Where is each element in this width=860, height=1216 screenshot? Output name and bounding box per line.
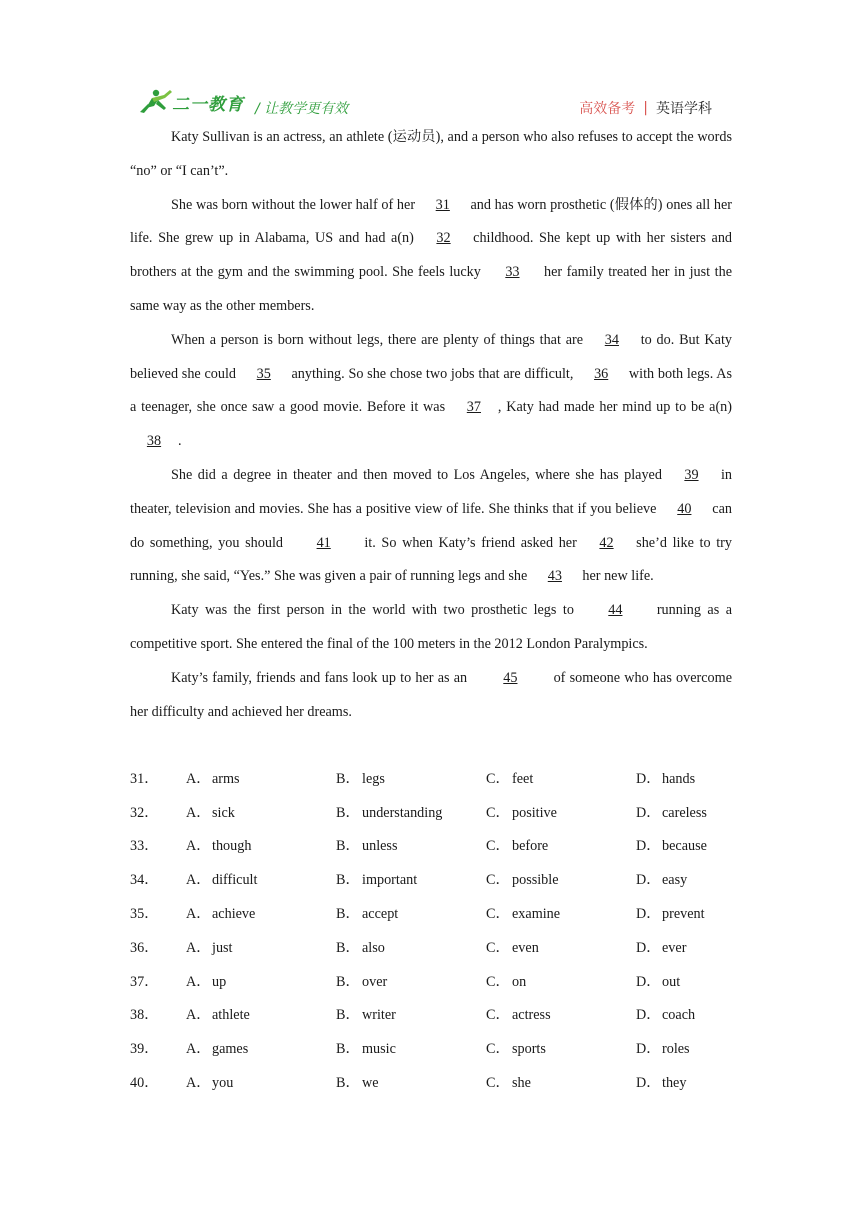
question-row [130, 862, 786, 896]
option-letter: A． [186, 973, 211, 990]
passage-paragraph-1: Katy Sullivan is an actress, an athlete (运动员), and a person who also refuses to accept the words “no” or “I can’t”. [130, 129, 732, 179]
option-d [636, 802, 786, 822]
option-text: unless [362, 838, 398, 855]
option-a [186, 1038, 336, 1058]
option-text: easy [662, 872, 688, 889]
option-d [636, 1072, 786, 1092]
passage-text: her new life. [578, 568, 654, 585]
option-text: understanding [362, 804, 443, 821]
blank-45: 45 [503, 669, 518, 686]
option-text: difficult [212, 872, 258, 889]
option-text: out [662, 973, 681, 990]
passage-text: Katy was the first person in the world with two prosthetic legs to [171, 602, 581, 619]
question-number: 36． [130, 939, 159, 956]
option-letter: A． [186, 804, 211, 821]
option-a [186, 835, 336, 855]
option-b [336, 937, 486, 957]
option-text: careless [662, 804, 707, 821]
option-letter: C． [486, 1075, 510, 1092]
option-letter: C． [486, 804, 510, 821]
option-a [186, 869, 336, 889]
passage-paragraph-2 [130, 189, 732, 324]
option-c [486, 835, 636, 855]
passage-text: can do something, you should [130, 500, 732, 551]
passage-text: running as a competitive sport. She entered the final of the 100 meters in the 2012 London Paralympics. [130, 602, 732, 652]
option-c [486, 1072, 636, 1092]
passage-paragraph-5 [130, 594, 732, 662]
option-d [636, 835, 786, 855]
passage-text: in theater, television and movies. She has a positive view of life. She thinks that if you believe [130, 466, 732, 517]
blank-37: 37 [466, 399, 481, 416]
option-d [636, 971, 786, 991]
option-letter: B． [336, 939, 360, 956]
option-letter: B． [336, 838, 360, 855]
option-text: roles [662, 1041, 690, 1058]
option-letter: D． [636, 838, 661, 855]
option-text: accept [362, 906, 399, 923]
passage-text: Katy’s family, friends and fans look up to her as an [171, 669, 472, 686]
question-number: 38． [130, 1007, 159, 1024]
option-letter: B． [336, 906, 360, 923]
question-number: 31． [130, 770, 159, 787]
option-text: possible [512, 872, 559, 889]
option-letter: D． [636, 770, 661, 787]
option-letter: A． [186, 906, 211, 923]
option-letter: C． [486, 838, 510, 855]
option-text: legs [362, 770, 385, 787]
option-letter: D． [636, 906, 661, 923]
question-row [130, 829, 786, 863]
option-a [186, 802, 336, 822]
option-b [336, 1072, 486, 1092]
option-a [186, 768, 336, 788]
question-row [130, 1065, 786, 1099]
question-number: 33． [130, 838, 159, 855]
question-number: 35． [130, 906, 159, 923]
passage-text: with both legs. As a teenager, she once saw a good movie. Before it was [130, 365, 732, 416]
option-text: before [512, 838, 549, 855]
passage-text: anything. So she chose two jobs that are difficult, [287, 365, 578, 382]
option-d [636, 768, 786, 788]
option-c [486, 937, 636, 957]
option-letter: D． [636, 939, 661, 956]
passage-text: When a person is born without legs, there are plenty of things that are [171, 331, 588, 348]
blank-33: 33 [505, 264, 520, 281]
question-row [130, 761, 786, 795]
option-c [486, 802, 636, 822]
passage-paragraph-3 [130, 324, 732, 459]
option-text: achieve [212, 906, 256, 923]
option-text: we [362, 1075, 379, 1092]
blank-32: 32 [436, 230, 451, 247]
option-text: important [362, 872, 418, 889]
blank-42: 42 [599, 534, 614, 551]
option-letter: C． [486, 973, 510, 990]
option-letter: A． [186, 1075, 211, 1092]
option-b [336, 835, 486, 855]
question-number: 32． [130, 804, 159, 821]
option-b [336, 971, 486, 991]
header-subject-label: 英语学科 [656, 101, 712, 117]
option-letter: C． [486, 906, 510, 923]
option-text: over [362, 973, 388, 990]
option-a [186, 903, 336, 923]
option-c [486, 1038, 636, 1058]
option-c [486, 971, 636, 991]
option-text: athlete [212, 1007, 250, 1024]
option-letter: D． [636, 1041, 661, 1058]
passage-text: and has worn prosthetic (假体的) ones all her life. She grew up in Alabama, US and had a(n) [130, 196, 732, 247]
option-letter: A． [186, 770, 211, 787]
option-b [336, 1004, 486, 1024]
question-row [130, 1031, 786, 1065]
option-letter: A． [186, 1041, 211, 1058]
option-letter: D． [636, 1007, 661, 1024]
option-a [186, 937, 336, 957]
option-d [636, 903, 786, 923]
option-text: sick [212, 804, 235, 821]
passage-text: childhood. She kept up with her sisters and brothers at the gym and the swimming pool. She feels lucky [130, 230, 733, 281]
passage-text: She did a degree in theater and then moved to Los Angeles, where she has played [171, 466, 668, 483]
option-letter: C． [486, 939, 510, 956]
blank-35: 35 [256, 365, 271, 382]
option-text: just [212, 939, 233, 956]
option-text: even [512, 939, 539, 956]
logo-text: 二一教育 [172, 95, 244, 115]
option-text: writer [362, 1007, 396, 1024]
option-c [486, 869, 636, 889]
passage-text: She was born without the lower half of her [171, 196, 419, 213]
option-text: she [512, 1075, 531, 1092]
option-b [336, 869, 486, 889]
option-b [336, 1038, 486, 1058]
blank-34: 34 [604, 331, 619, 348]
option-letter: A． [186, 1007, 211, 1024]
option-letter: B． [336, 1075, 360, 1092]
option-letter: C． [486, 1041, 510, 1058]
option-text: actress [512, 1007, 551, 1024]
option-text: ever [662, 939, 687, 956]
passage-text: . [178, 433, 182, 450]
passage [130, 121, 732, 729]
question-number: 37． [130, 973, 159, 990]
option-letter: A． [186, 939, 211, 956]
option-b [336, 768, 486, 788]
question-list [130, 761, 786, 1099]
option-b [336, 903, 486, 923]
option-a [186, 971, 336, 991]
question-row [130, 930, 786, 964]
passage-text: , Katy had made her mind up to be a(n) [497, 399, 732, 416]
option-letter: B． [336, 1041, 360, 1058]
option-letter: A． [186, 838, 211, 855]
option-c [486, 903, 636, 923]
option-c [486, 1004, 636, 1024]
option-d [636, 869, 786, 889]
option-d [636, 1038, 786, 1058]
passage-text: it. So when Katy’s friend asked her [358, 534, 583, 551]
option-letter: B． [336, 804, 360, 821]
option-text: coach [662, 1007, 696, 1024]
passage-text: to do. But Katy believed she could [130, 331, 732, 382]
option-letter: A． [186, 872, 211, 889]
option-letter: C． [486, 872, 510, 889]
blank-41: 41 [316, 534, 331, 551]
page-header [0, 0, 860, 120]
question-number: 34． [130, 872, 159, 889]
question-row [130, 795, 786, 829]
passage-text: her family treated her in just the same way as the other members. [130, 264, 732, 314]
option-letter: B． [336, 872, 360, 889]
option-text: positive [512, 804, 557, 821]
option-letter: D． [636, 804, 661, 821]
passage-text: she’d like to try running, she said, “Yes.” She was given a pair of running legs and she [130, 534, 732, 585]
option-a [186, 1004, 336, 1024]
option-text: though [212, 838, 252, 855]
option-text: games [212, 1041, 249, 1058]
option-text: on [512, 973, 527, 990]
option-text: also [362, 939, 385, 956]
option-text: feet [512, 770, 534, 787]
option-a [186, 1072, 336, 1092]
blank-31: 31 [435, 196, 450, 213]
blank-38: 38 [146, 433, 162, 450]
option-text: arms [212, 770, 240, 787]
option-text: you [212, 1075, 234, 1092]
option-letter: D． [636, 872, 661, 889]
option-letter: C． [486, 770, 510, 787]
question-number: 40． [130, 1075, 159, 1092]
option-text: prevent [662, 906, 705, 923]
option-text: because [662, 838, 707, 855]
option-letter: C． [486, 1007, 510, 1024]
option-letter: D． [636, 973, 661, 990]
blank-43: 43 [547, 568, 562, 585]
option-d [636, 1004, 786, 1024]
passage-paragraph-6 [130, 662, 732, 730]
blank-40: 40 [677, 500, 692, 517]
header-slogan: / 让教学更有效 [255, 101, 349, 117]
blank-44: 44 [608, 602, 623, 619]
option-c [486, 768, 636, 788]
option-text: music [362, 1041, 396, 1058]
option-d [636, 937, 786, 957]
option-text: examine [512, 906, 561, 923]
blank-36: 36 [594, 365, 609, 382]
question-row [130, 964, 786, 998]
option-text: hands [662, 770, 696, 787]
question-row [130, 896, 786, 930]
question-row [130, 998, 786, 1032]
option-letter: B． [336, 1007, 360, 1024]
option-b [336, 802, 486, 822]
blank-39: 39 [684, 466, 699, 483]
header-right [579, 98, 712, 118]
option-letter: B． [336, 770, 360, 787]
question-number: 39． [130, 1041, 159, 1058]
option-text: up [212, 973, 227, 990]
option-text: they [662, 1075, 687, 1092]
option-letter: D． [636, 1075, 661, 1092]
passage-paragraph-4 [130, 459, 732, 594]
option-letter: B． [336, 973, 360, 990]
passage-text: of someone who has overcome her difficulty and achieved her dreams. [130, 669, 732, 720]
option-text: sports [512, 1041, 546, 1058]
header-separator: | [643, 100, 648, 116]
header-exam-label: 高效备考 [579, 101, 636, 117]
